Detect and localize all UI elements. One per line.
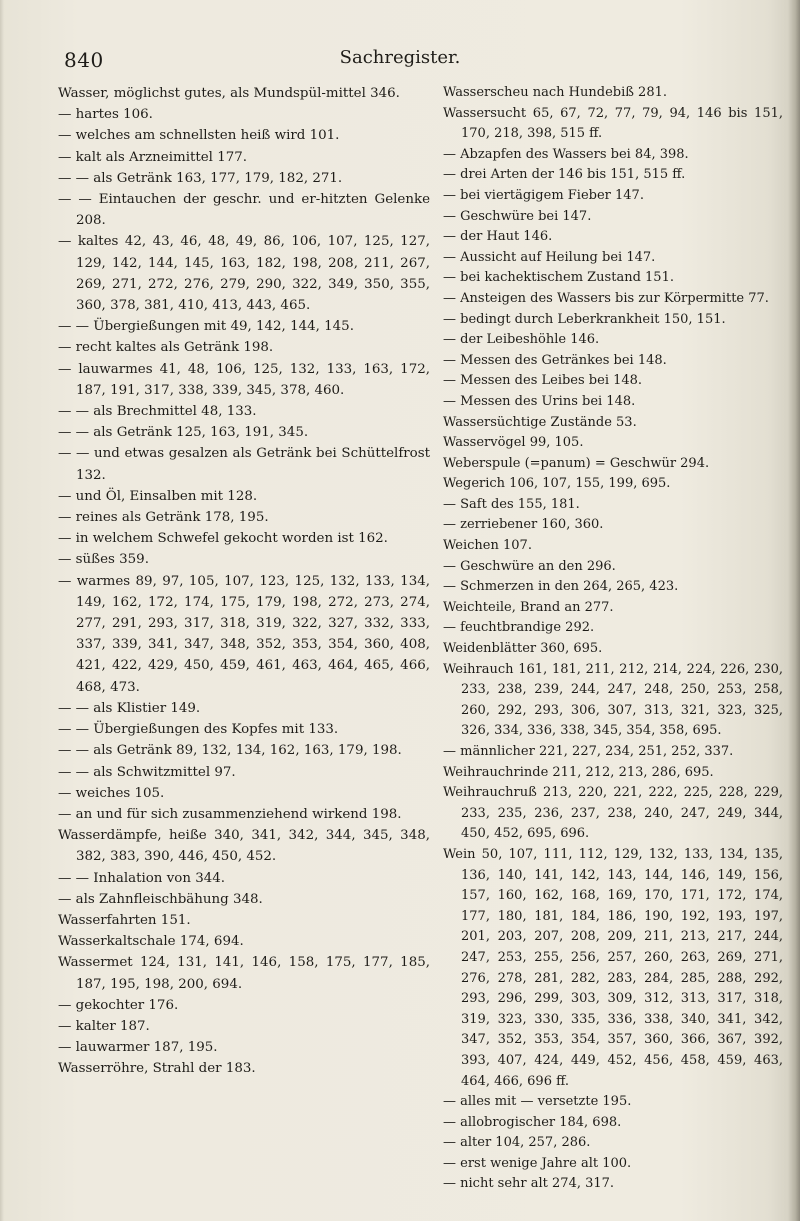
index-entry: Wasserkaltschale 174, 694.: [58, 934, 244, 950]
index-entry: Wegerich 106, 107, 155, 199, 695.: [443, 476, 671, 492]
index-entry: — in welchem Schwefel gekocht worden ist 162.: [58, 531, 388, 547]
index-entry: — als Zahnfleischbähung 348.: [58, 891, 263, 907]
index-column-left: [58, 83, 430, 1080]
index-entry: — männlicher 221, 227, 234, 251, 252, 337.: [443, 744, 734, 759]
index-entry: — der Leibeshöhle 146.: [443, 332, 600, 348]
index-entry: — recht kaltes als Getränk 198.: [58, 340, 274, 356]
index-entry: — hartes 106.: [58, 107, 153, 123]
index-entry: — erst wenige Jahre alt 100.: [443, 1155, 632, 1171]
index-entry: — — Eintauchen der geschr. und er-hitzten Gelenke 208.: [58, 192, 430, 229]
index-entry: Weberspule (=panum) = Geschwür 294.: [443, 455, 710, 471]
index-entry: — lauwarmes 41, 48, 106, 125, 132, 133, 163, 172, 187, 191, 317, 338, 339, 345, 378, 460.: [58, 361, 430, 398]
index-entry: — — als Getränk 89, 132, 134, 162, 163, 179, 198.: [58, 743, 402, 759]
page-left-edge: [0, 0, 4, 1221]
index-column-right: [443, 83, 783, 1195]
index-entry: — an und für sich zusammenziehend wirkend 198.: [58, 806, 402, 822]
index-entry: — bedingt durch Leberkrankheit 150, 151.: [443, 311, 726, 327]
index-entry: — süßes 359.: [58, 552, 149, 568]
index-entry: — gekochter 176.: [58, 997, 179, 1013]
index-entry: — — Übergießungen mit 49, 142, 144, 145.: [58, 319, 354, 335]
index-entry: — drei Arten der 146 bis 151, 515 ff.: [443, 167, 686, 183]
index-entry: Wasserfahrten 151.: [58, 912, 191, 928]
index-entry: — Aussicht auf Heilung bei 147.: [443, 249, 656, 265]
index-entry: — Ansteigen des Wassers bis zur Körpermitte 77.: [443, 290, 769, 306]
index-entry: — nicht sehr alt 274, 317.: [443, 1176, 615, 1192]
index-entry: — — und etwas gesalzen als Getränk bei Schüttelfrost 132.: [58, 446, 430, 483]
index-entry: — — als Schwitzmittel 97.: [58, 764, 236, 780]
page-number: 840: [64, 48, 104, 72]
index-entry: — Saft des 155, 181.: [443, 496, 580, 512]
index-entry: — alles mit — versetzte 195.: [443, 1094, 632, 1110]
index-entry: — Messen des Leibes bei 148.: [443, 373, 643, 389]
running-header: Sachregister.: [339, 47, 461, 68]
index-entry: — welches am schnellsten heiß wird 101.: [58, 128, 340, 144]
index-entry: Wasserdämpfe, heiße 340, 341, 342, 344, 345, 348, 382, 383, 390, 446, 450, 452.: [58, 828, 430, 865]
index-entry: — — als Getränk 163, 177, 179, 182, 271.: [58, 170, 343, 186]
index-entry: — warmes 89, 97, 105, 107, 123, 125, 132, 133, 134, 149, 162, 172, 174, 175, 179, 198, 272, 273, 274, 277, 291, 293, 317, 318, 319, 322, 327, 332, 333, 337, 339, 341, 347, 348, 352, 353, 354, 360, 408, 421, 422, 429, 450, 459, 461, 463, 464, 465, 466, 468, 473.: [58, 573, 430, 695]
index-entry: — und Öl, Einsalben mit 128.: [58, 488, 258, 504]
index-entry: Weihrauch 161, 181, 211, 212, 214, 224, 226, 230, 233, 238, 239, 244, 247, 248, 250, 253, 258, 260, 292, 293, 306, 307, 313, 321, 323, 325, 326, 334, 336, 338, 345, 354, 358, 695.: [443, 661, 783, 739]
index-entry: — kaltes 42, 43, 46, 48, 49, 86, 106, 107, 125, 127, 129, 142, 144, 145, 163, 182, 198, 208, 211, 267, 269, 271, 272, 276, 279, 290, 322, 349, 350, 355, 360, 378, 381, 410, 413, 443, 465.: [58, 234, 430, 314]
index-entry: — lauwarmer 187, 195.: [58, 1040, 218, 1056]
index-entry: Wein 50, 107, 111, 112, 129, 132, 133, 134, 135, 136, 140, 141, 142, 143, 144, 146, 149, 156, 157, 160, 162, 168, 169, 170, 171, 172, 174, 177, 180, 181, 184, 186, 190, 192, 193, 197, 201, 203, 207, 208, 209, 211, 213, 217, 244, 247, 253, 255, 256, 257, 260, 263, 269, 271, 276, 278, 281, 282, 283, 284, 285, 288, 292, 293, 296, 299, 303, 309, 312, 313, 317, 318, 319, 323, 330, 335, 336, 338, 340, 341, 342, 347, 352, 353, 354, 357, 360, 366, 367, 392, 393, 407, 424, 449, 452, 456, 458, 459, 463, 464, 466, 696 ff.: [443, 846, 783, 1089]
index-entry: Wasser, möglichst gutes, als Mundspül-mittel 346.: [58, 86, 400, 101]
index-entry: Wassermet 124, 131, 141, 146, 158, 175, 177, 185, 187, 195, 198, 200, 694.: [58, 955, 430, 992]
index-entry: Weihrauchruß 213, 220, 221, 222, 225, 228, 229, 233, 235, 236, 237, 238, 240, 247, 249, 344, 450, 452, 695, 696.: [443, 785, 783, 842]
index-entry: — reines als Getränk 178, 195.: [58, 510, 269, 526]
index-entry: — feuchtbrandige 292.: [443, 620, 595, 636]
page-binding-shadow: [788, 0, 800, 1221]
index-entry: Wasservögel 99, 105.: [443, 435, 584, 451]
index-entry: — Geschwüre bei 147.: [443, 208, 592, 224]
index-entry: — Abzapfen des Wassers bei 84, 398.: [443, 146, 689, 162]
index-entry: — allobrogischer 184, 698.: [443, 1114, 622, 1130]
index-entry: — zerriebener 160, 360.: [443, 517, 604, 533]
index-entry: — Messen des Getränkes bei 148.: [443, 352, 667, 368]
index-entry: Wasserscheu nach Hundebiß 281.: [443, 85, 668, 100]
index-entry: — Geschwüre an den 296.: [443, 558, 616, 574]
index-entry: — — Übergießungen des Kopfes mit 133.: [58, 722, 339, 738]
index-entry: — bei viertägigem Fieber 147.: [443, 187, 644, 203]
index-entry: — der Haut 146.: [443, 229, 553, 245]
index-entry: — — Inhalation von 344.: [58, 870, 226, 886]
index-entry: — alter 104, 257, 286.: [443, 1135, 591, 1151]
index-entry: — Schmerzen in den 264, 265, 423.: [443, 579, 679, 595]
index-entry: Wassersüchtige Zustände 53.: [443, 414, 637, 430]
index-entry: Wassersucht 65, 67, 72, 77, 79, 94, 146 bis 151, 170, 218, 398, 515 ff.: [443, 105, 783, 142]
index-entry: Weichen 107.: [443, 538, 532, 554]
index-entry: — bei kachektischem Zustand 151.: [443, 270, 674, 286]
index-entry: Weidenblätter 360, 695.: [443, 641, 603, 657]
index-entry: — Messen des Urins bei 148.: [443, 393, 636, 409]
index-entry: Weihrauchrinde 211, 212, 213, 286, 695.: [443, 764, 714, 780]
index-entry: — — als Getränk 125, 163, 191, 345.: [58, 425, 309, 441]
index-entry: — weiches 105.: [58, 785, 165, 801]
index-entry: — kalt als Arzneimittel 177.: [58, 149, 248, 165]
index-entry: — — als Klistier 149.: [58, 700, 201, 716]
index-entry: Wasserröhre, Strahl der 183.: [58, 1061, 256, 1077]
index-entry: Weichteile, Brand an 277.: [443, 599, 614, 615]
index-entry: — — als Brechmittel 48, 133.: [58, 404, 257, 420]
index-entry: — kalter 187.: [58, 1018, 150, 1034]
